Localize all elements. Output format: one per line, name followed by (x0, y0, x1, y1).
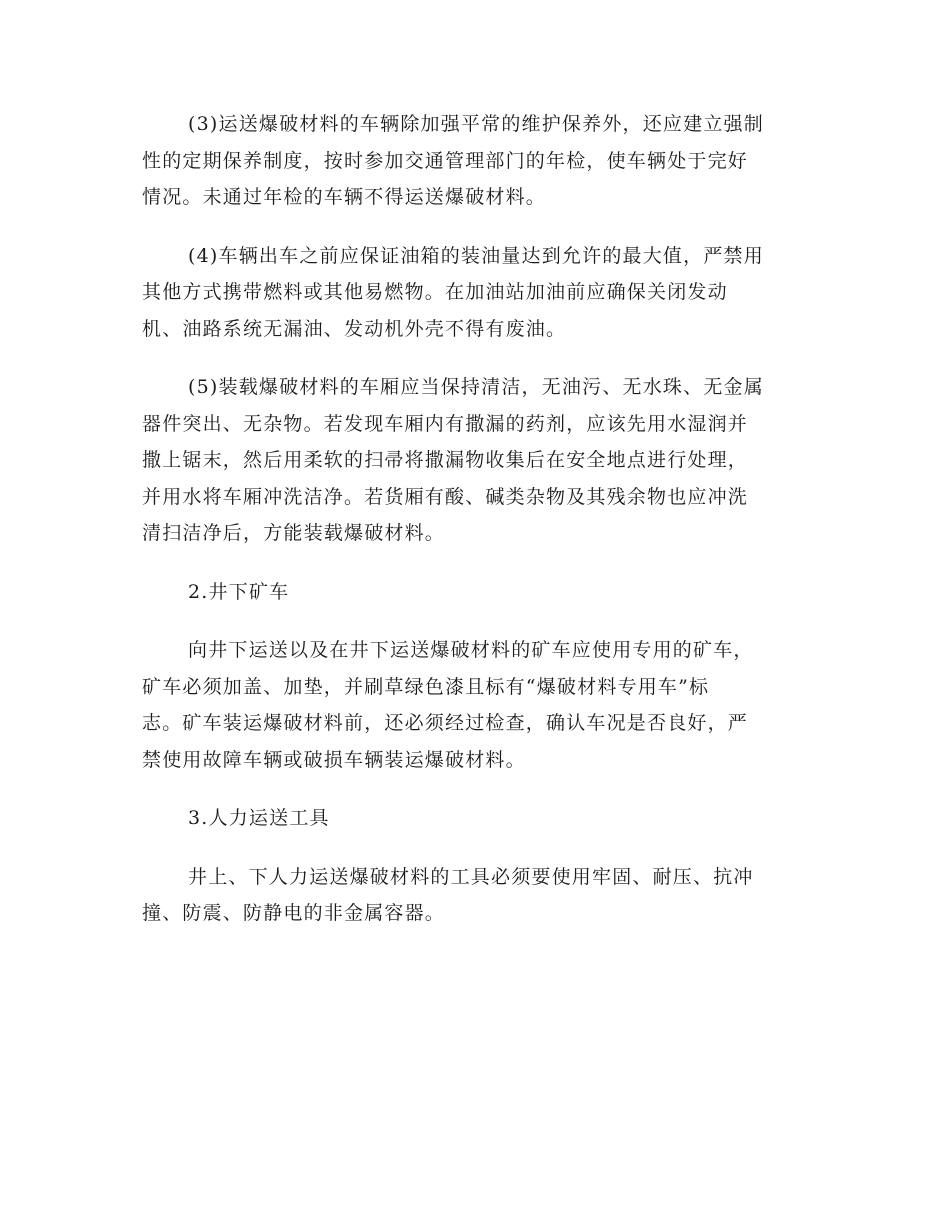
text-line: 禁使用故障车辆或破损车辆装运爆破材料。 (142, 748, 526, 771)
section-heading-mine-car (142, 574, 804, 611)
text-line: 井上、下人力运送爆破材料的工具必须要使用牢固、耐压、抗冲 (188, 865, 754, 888)
heading-text: 3.人力运送工具 (188, 807, 330, 829)
text-line: 向井下运送以及在井下运送爆破材料的矿车应使用专用的矿车， (188, 639, 754, 661)
text-line: 其他方式携带燃料或其他易燃物。在加油站加油前应确保关闭发动 (142, 281, 728, 303)
text-line: 并用水将车厢冲洗洁净。若货厢有酸、碱类杂物及其残余物也应冲洗 (142, 485, 749, 508)
text-line: 情况。未通过年检的车辆不得运送爆破材料。 (142, 186, 547, 208)
text-line: (3)运送爆破材料的车辆除加强平常的维护保养外，还应建立强制 (188, 113, 764, 135)
text-line: (4)车辆出车之前应保证油箱的装油量达到允许的最大值，严禁用 (188, 244, 764, 267)
paragraph-4-fuel (142, 238, 804, 348)
text-line: 清扫洁净后，方能装载爆破材料。 (142, 522, 446, 544)
paragraph-5-cargo-compartment (142, 369, 804, 552)
text-line: 志。矿车装运爆破材料前，还必须经过检查，确认车况是否良好，严 (142, 712, 749, 734)
text-line: (5)装载爆破材料的车厢应当保持清洁，无油污、无水珠、无金属 (188, 376, 764, 398)
paragraph-3-vehicle-maintenance (142, 106, 804, 216)
paragraph-manual-transport (142, 859, 804, 932)
text-line: 性的定期保养制度，按时参加交通管理部门的年检，使车辆处于完好 (142, 149, 749, 172)
text-line: 机、油路系统无漏油、发动机外壳不得有废油。 (142, 317, 567, 340)
heading-text: 2.井下矿车 (188, 580, 290, 603)
document-body (142, 106, 804, 954)
section-heading-manual-transport (142, 800, 804, 837)
text-line: 撒上锯末，然后用柔软的扫帚将撒漏物收集后在安全地点进行处理， (142, 449, 749, 471)
text-line: 撞、防震、防静电的非金属容器。 (142, 902, 446, 924)
text-line: 器件突出、无杂物。若发现车厢内有撒漏的药剂，应该先用水湿润并 (142, 412, 749, 435)
text-line: 矿车必须加盖、加垫，并刷草绿色漆且标有“爆破材料专用车”标 (142, 675, 710, 698)
paragraph-mine-car (142, 632, 804, 778)
